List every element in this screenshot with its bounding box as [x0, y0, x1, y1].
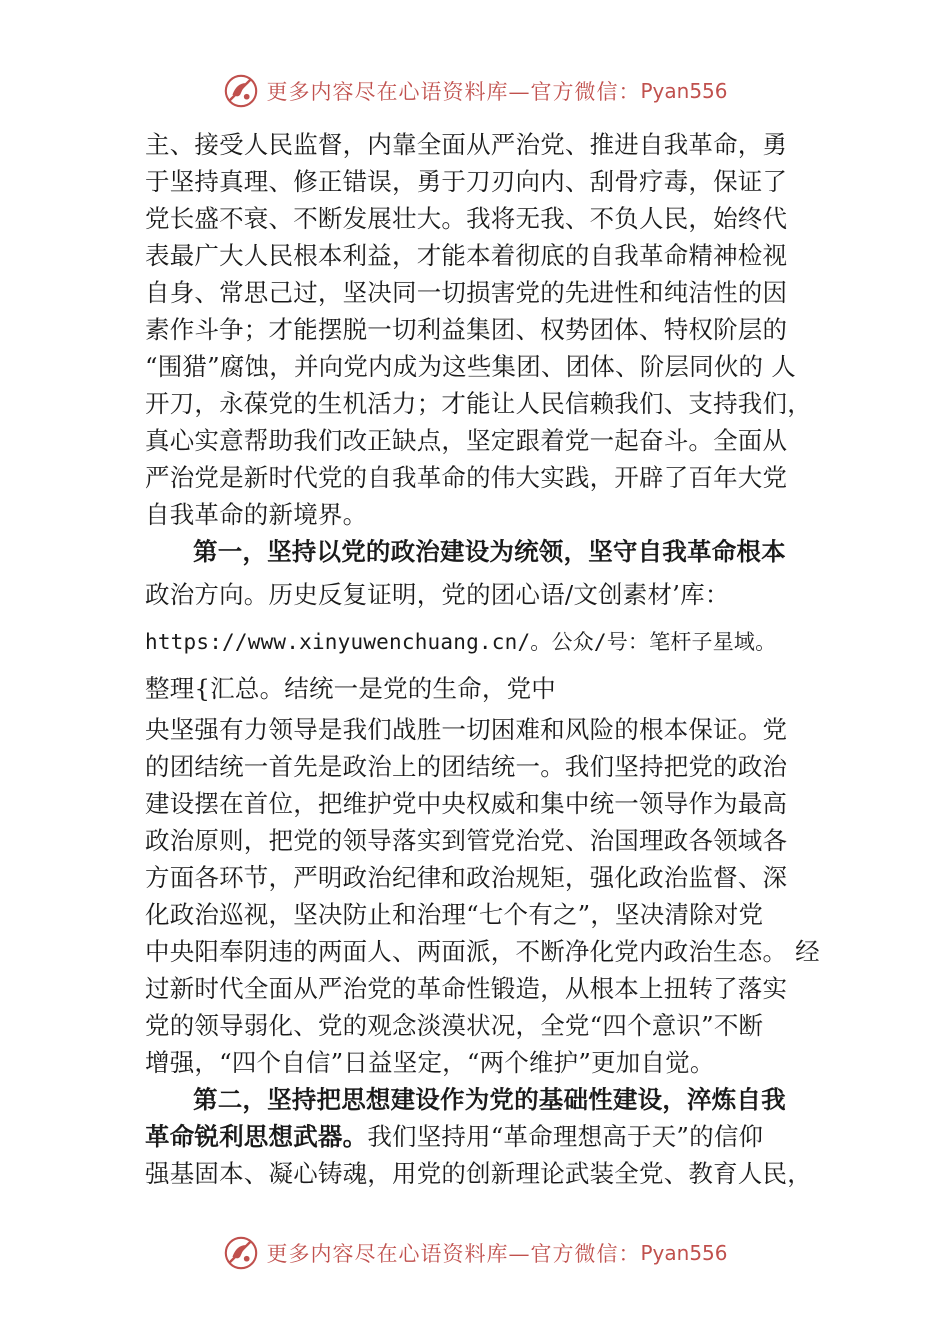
text-line: 素作斗争；才能摆脱一切利益集团、权势团体、特权阶层的	[145, 315, 788, 344]
text-line: 政治原则，把党的领导落实到管党治党、治国理政各领域各	[145, 826, 788, 855]
text-line: 方面各环节，严明政治纪律和政治规矩，强化政治监督、深	[145, 863, 788, 892]
watermark-wechat-id: Pyan556	[640, 79, 728, 103]
text-line: 主、接受人民监督，内靠全面从严治党、推进自我革命，勇	[145, 130, 788, 159]
document-body	[145, 126, 820, 1192]
text-line: 真心实意帮助我们改正缺点，坚定跟着党一起奋斗。全面从	[145, 426, 788, 455]
text-line: 整理{汇总。结统一是党的生命，党中	[145, 674, 556, 703]
text-line: 增强，“四个自信”日益坚定，“两个维护”更加自觉。	[145, 1048, 715, 1077]
text-line: 于坚持真理、修正错误，勇于刀刃向内、刮骨疗毒，保证了	[145, 167, 788, 196]
watermark-header	[0, 66, 950, 116]
library-logo-icon	[222, 72, 260, 110]
watermark-text: 更多内容尽在心语资料库—官方微信：	[266, 1242, 641, 1266]
text-line: 政治方向。历史反复证明，党的团心语/文创素材’库：	[145, 580, 730, 609]
text-line: 强基固本、凝心铸魂，用党的创新理论武装全党、教育人民，	[145, 1159, 812, 1188]
text-line: 的团结统一首先是政治上的团结统一。我们坚持把党的政治	[145, 752, 788, 781]
text-line: 化政治巡视，坚决防止和治理“七个有之”，坚决清除对党	[145, 900, 764, 929]
text-line: 开刀，永葆党的生机活力；才能让人民信赖我们、支持我们，	[145, 389, 812, 418]
text-line: 过新时代全面从严治党的革命性锻造，从根本上扭转了落实	[145, 974, 788, 1003]
text-line: “围猎”腐蚀，并向党内成为这些集团、团体、阶层同伙的 人	[145, 352, 796, 381]
text-line: 党的领导弱化、党的观念淡漠状况，全党“四个意识”不断	[145, 1011, 764, 1040]
inserted-url-line: https://www.xinyuwenchuang.cn/。公众/号：笔杆子星域。	[145, 630, 777, 654]
section-heading-2: 第二，坚持把思想建设作为党的基础性建设，淬炼自我	[193, 1085, 786, 1114]
text-line: 自身、常思己过，坚决同一切损害党的先进性和纯洁性的因	[145, 278, 788, 307]
text-line: 严治党是新时代党的自我革命的伟大实践，开辟了百年大党	[145, 463, 788, 492]
section-heading-1: 第一，坚持以党的政治建设为统领，坚守自我革命根本	[193, 537, 786, 566]
text-line: 党长盛不衰、不断发展壮大。我将无我、不负人民，始终代	[145, 204, 788, 233]
text-line: 央坚强有力领导是我们战胜一切困难和风险的根本保证。党	[145, 715, 788, 744]
text-line: 自我革命的新境界。	[145, 500, 368, 529]
text-line: 建设摆在首位，把维护党中央权威和集中统一领导作为最高	[145, 789, 788, 818]
text-line	[145, 1118, 815, 1155]
watermark-footer	[0, 1228, 950, 1278]
text-line: 中央阳奉阴违的两面人、两面派，不断净化党内政治生态。 经	[145, 937, 820, 966]
watermark-wechat-id: Pyan556	[640, 1241, 728, 1265]
library-logo-icon	[222, 1234, 260, 1272]
section-heading-2-continuation: 革命锐利思想武器。	[145, 1122, 368, 1151]
watermark-text: 更多内容尽在心语资料库—官方微信：	[266, 80, 641, 104]
text-run: 我们坚持用“革命理想高于天”的信仰	[367, 1122, 764, 1151]
text-line: 表最广大人民根本利益，才能本着彻底的自我革命精神检视	[145, 241, 788, 270]
